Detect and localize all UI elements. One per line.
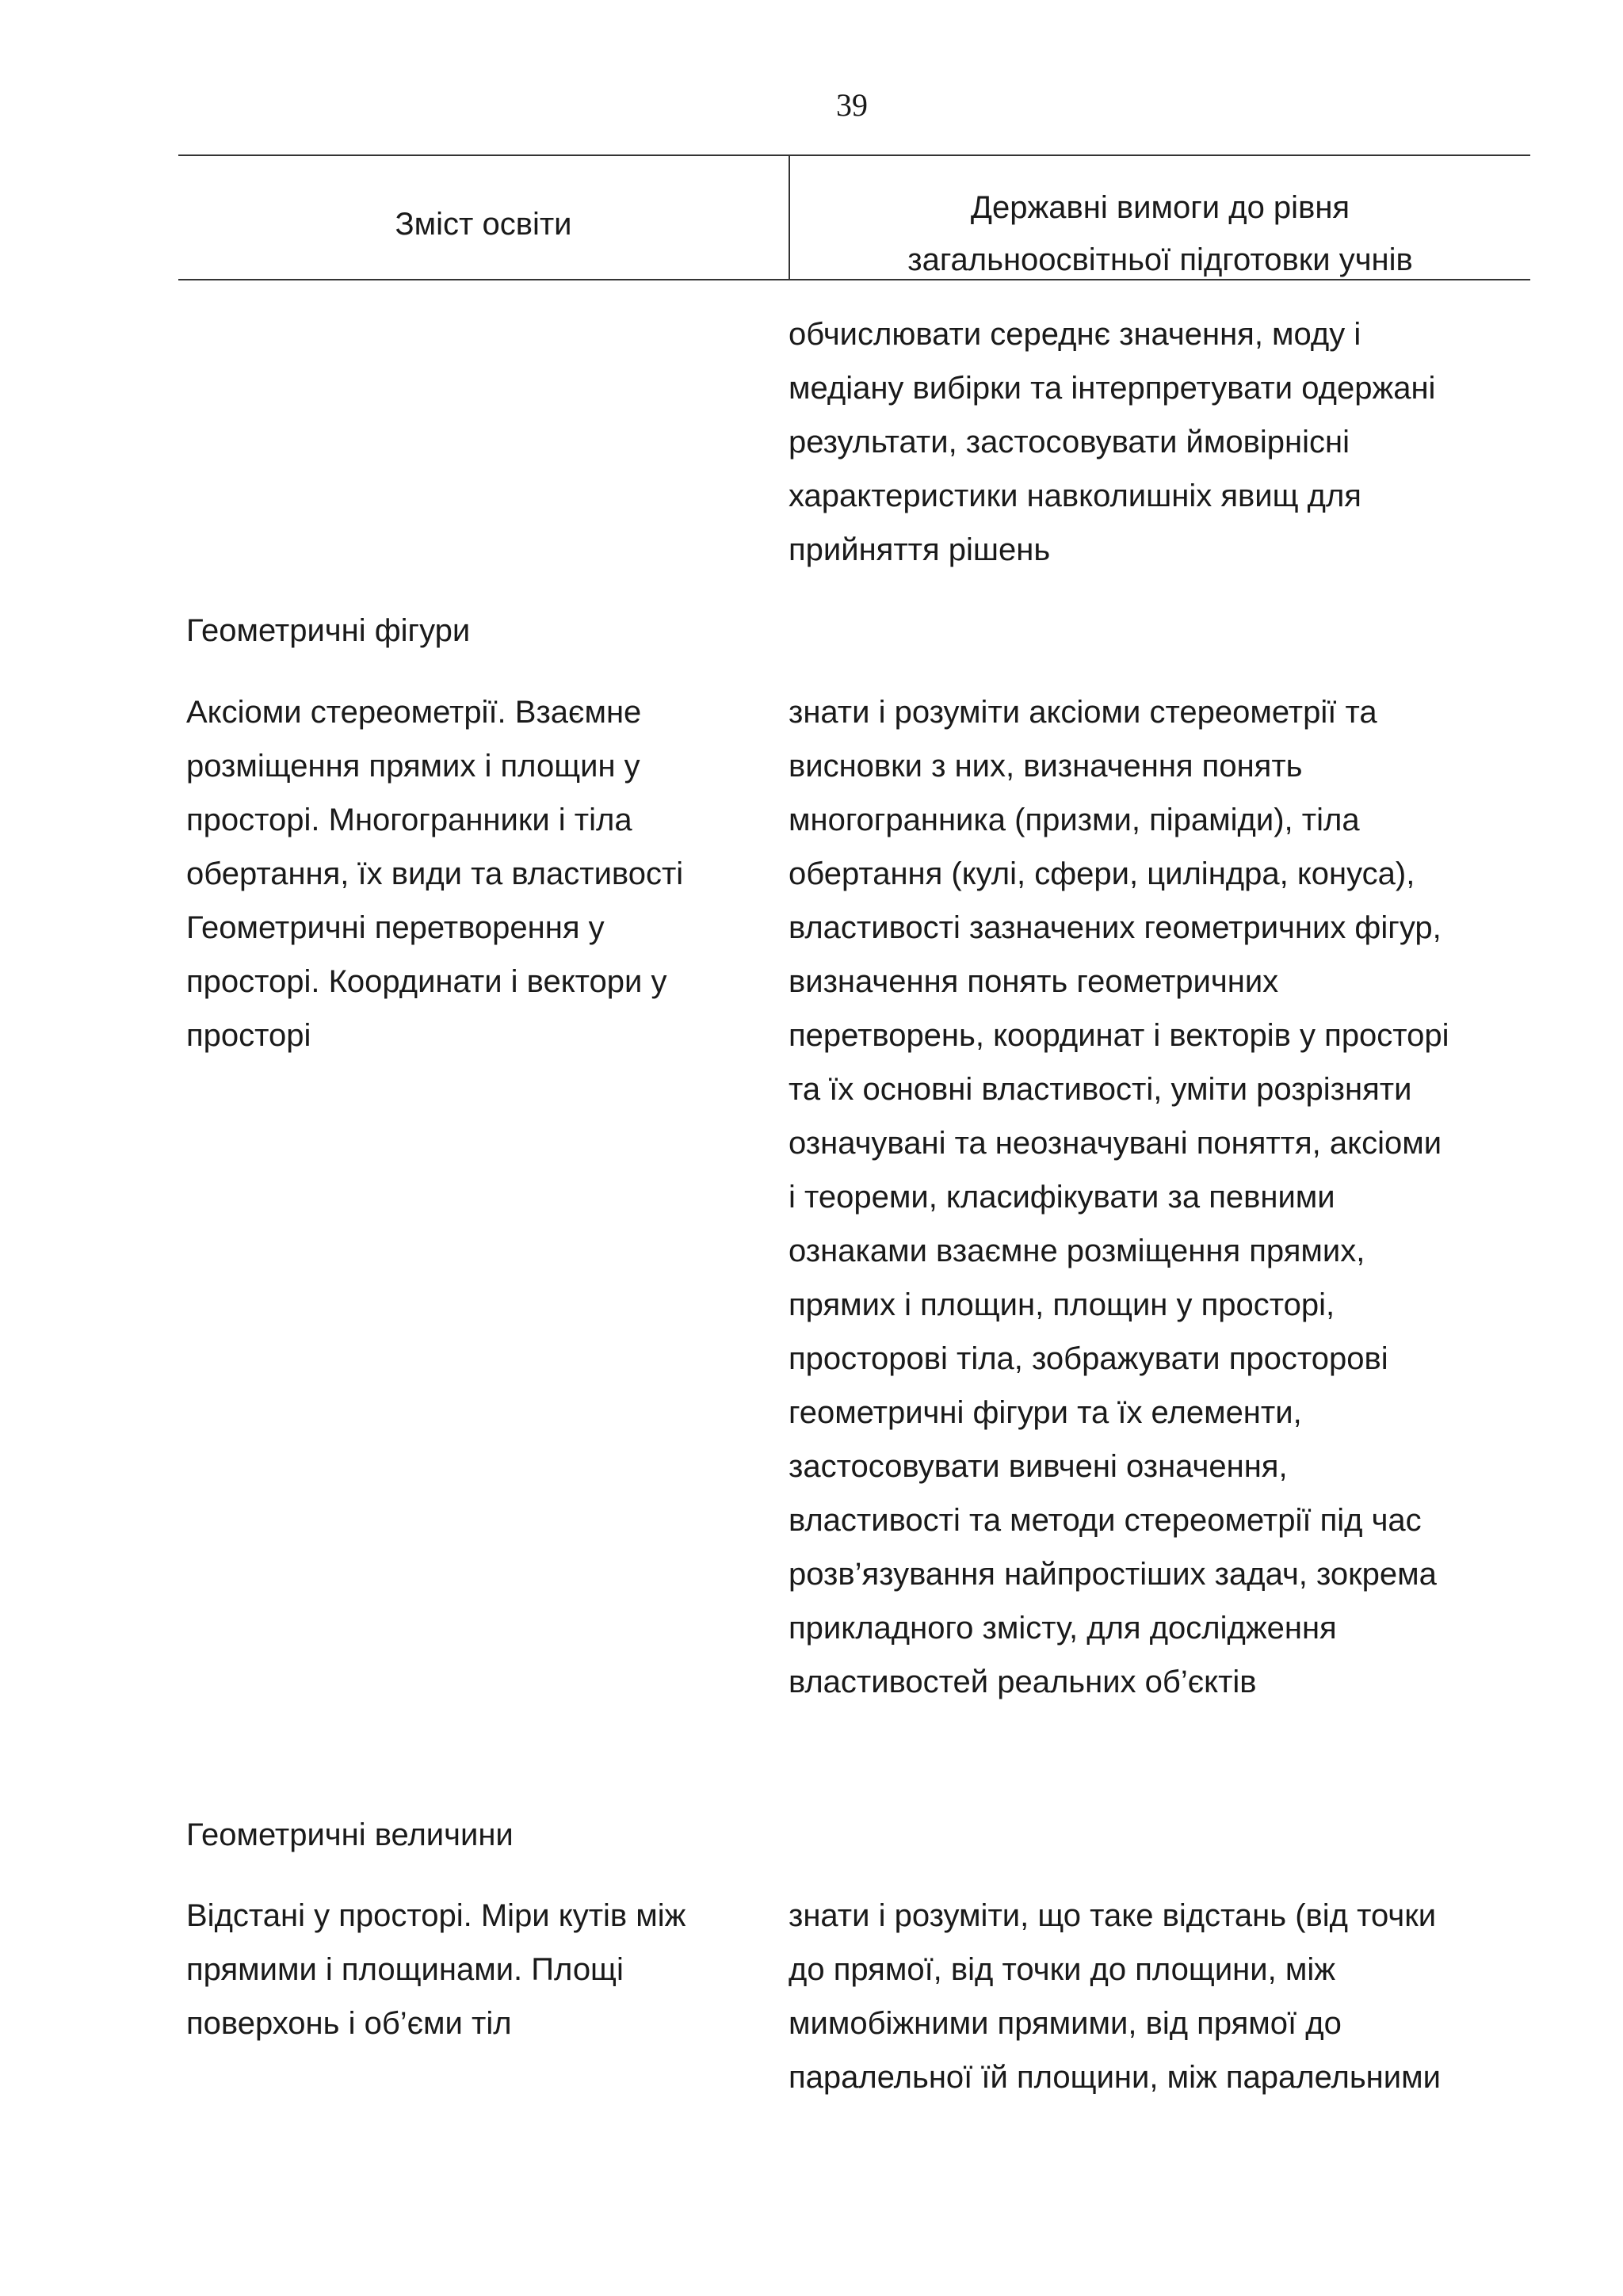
figures-requirements-text: знати і розуміти аксіоми стереометрії та висновки з них, визначення понять многогранника (призми, піраміди), тіла обертання (кулі, сфери, циліндра, конуса), властивості зазначених геометричних фігур, визначення понять геометричних перетворень, координат і векторів у просторі та їх основні властивості, уміти розрізняти означувані та неозначувані поняття, аксіоми і теореми, класифікувати за певними ознаками взаємне розміщення прямих, прямих і площин, площин у просторі, просторові тіла, зображувати просторові геометричні фігури та їх елементи, застосовувати вивчені означення, властивості та методи стереометрії під час розв’язування найпростіших задач, зокрема прикладного змісту, для дослідження властивостей реальних об’єктів [789,695,1449,1699]
figures-content-text: Аксіоми стереометрії. Взаємне розміщення прямих і площин у просторі. Многогранники і тіла обертання, їх види та властивості Геометричні перетворення у просторі. Координати і вектори у просторі [186,695,684,1053]
header-content-column: Зміст освіти [395,207,572,242]
continuation-requirements-text: обчислювати середнє значення, моду і медіану вибірки та інтерпретувати одержані результати, застосовувати ймовірнісні характеристики навколишніх явищ для прийняття рішень [789,317,1436,567]
header-requirements-column: Державні вимоги до рівня загальноосвітньої підготовки учнів [907,190,1413,277]
table-header-rule [178,279,1530,280]
section-heading-figures: Геометричні фігури [186,613,471,648]
values-content-text: Відстані у просторі. Міри кутів між прямими і площинами. Площі поверхонь і об’єми тіл [186,1898,686,2041]
section-heading-values: Геометричні величини [186,1817,514,1852]
values-requirements-text: знати і розуміти, що таке відстань (від точки до прямої, від точки до площини, між мимобіжними прямими, від прямої до паралельної їй площини, між паралельними [789,1898,1441,2095]
page-number: 39 [836,87,868,123]
